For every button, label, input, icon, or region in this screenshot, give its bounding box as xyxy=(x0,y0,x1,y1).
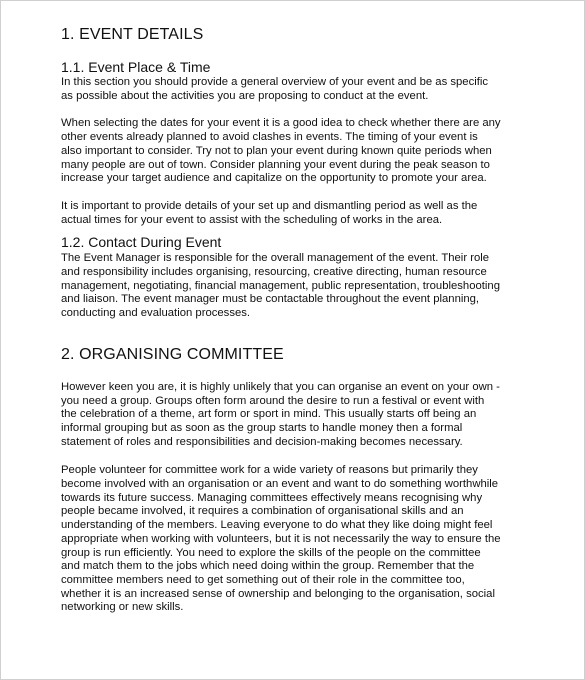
paragraph-volunteers: People volunteer for committee work for a wide variety of reasons but primarily they become involved with an organisation or an event and want to do something worthwhile towards its future success. Managing committees effectively means recognising why people became involved, it requires a combination of organisational skills and an understanding of the members. Leaving everyone to do what they like doing might feel appropriate when working with volunteers, but it is not necessarily the way to ensure the group is run efficiently. You need to explore the skills of the people on the committee and match them to the jobs which need doing within the group. Remember that the committee members need to get something out of their role in the committee too, whether it is an increased sense of ownership and belonging to the organisation, social networking or new skills. xyxy=(61,464,501,614)
section-title-event-details: 1. EVENT DETAILS xyxy=(61,26,204,43)
paragraph-setup-dismantling: It is important to provide details of your set up and dismantling period as well as the actual times for your event to assist with the scheduling of works in the area. xyxy=(61,199,478,226)
section-title-organising-committee: 2. ORGANISING COMMITTEE xyxy=(61,345,284,363)
document-content xyxy=(61,25,533,615)
subsection-title-contact-during-event: 1.2. Contact During Event xyxy=(61,234,222,251)
subsection-title-event-place-time: 1.1. Event Place & Time xyxy=(61,59,211,75)
paragraph-overview: In this section you should provide a general overview of your event and be as specific as possible about the activities you are proposing to conduct at the event. xyxy=(61,76,489,102)
paragraph-need-a-group: However keen you are, it is highly unlikely that you can organise an event on your own - you need a group. Groups often form around the desire to run a festival or event with the celebration of a theme, art form or sport in mind. This usually starts off being an informal grouping but as soon as the group starts to handle money then a formal statement of roles and responsibilities and decision-making becomes necessary. xyxy=(61,380,500,448)
paragraph-selecting-dates: When selecting the dates for your event it is a good idea to check whether there are any other events already planned to avoid clashes in events. The timing of your event is also important to consider. Try not to plan your event during known quite periods when many people are out of town. Consider planning your event during the peak season to increase your target audience and capitalize on the opportunity to promote your area. xyxy=(61,117,501,185)
paragraph-event-manager: The Event Manager is responsible for the overall management of the event. Their role and responsibility includes organising, resourcing, creative directing, human resource management, negotiating, financial management, public representation, troubleshooting and liaison. The event manager must be contactable throughout the event planning, conducting and evaluation processes. xyxy=(61,252,500,320)
